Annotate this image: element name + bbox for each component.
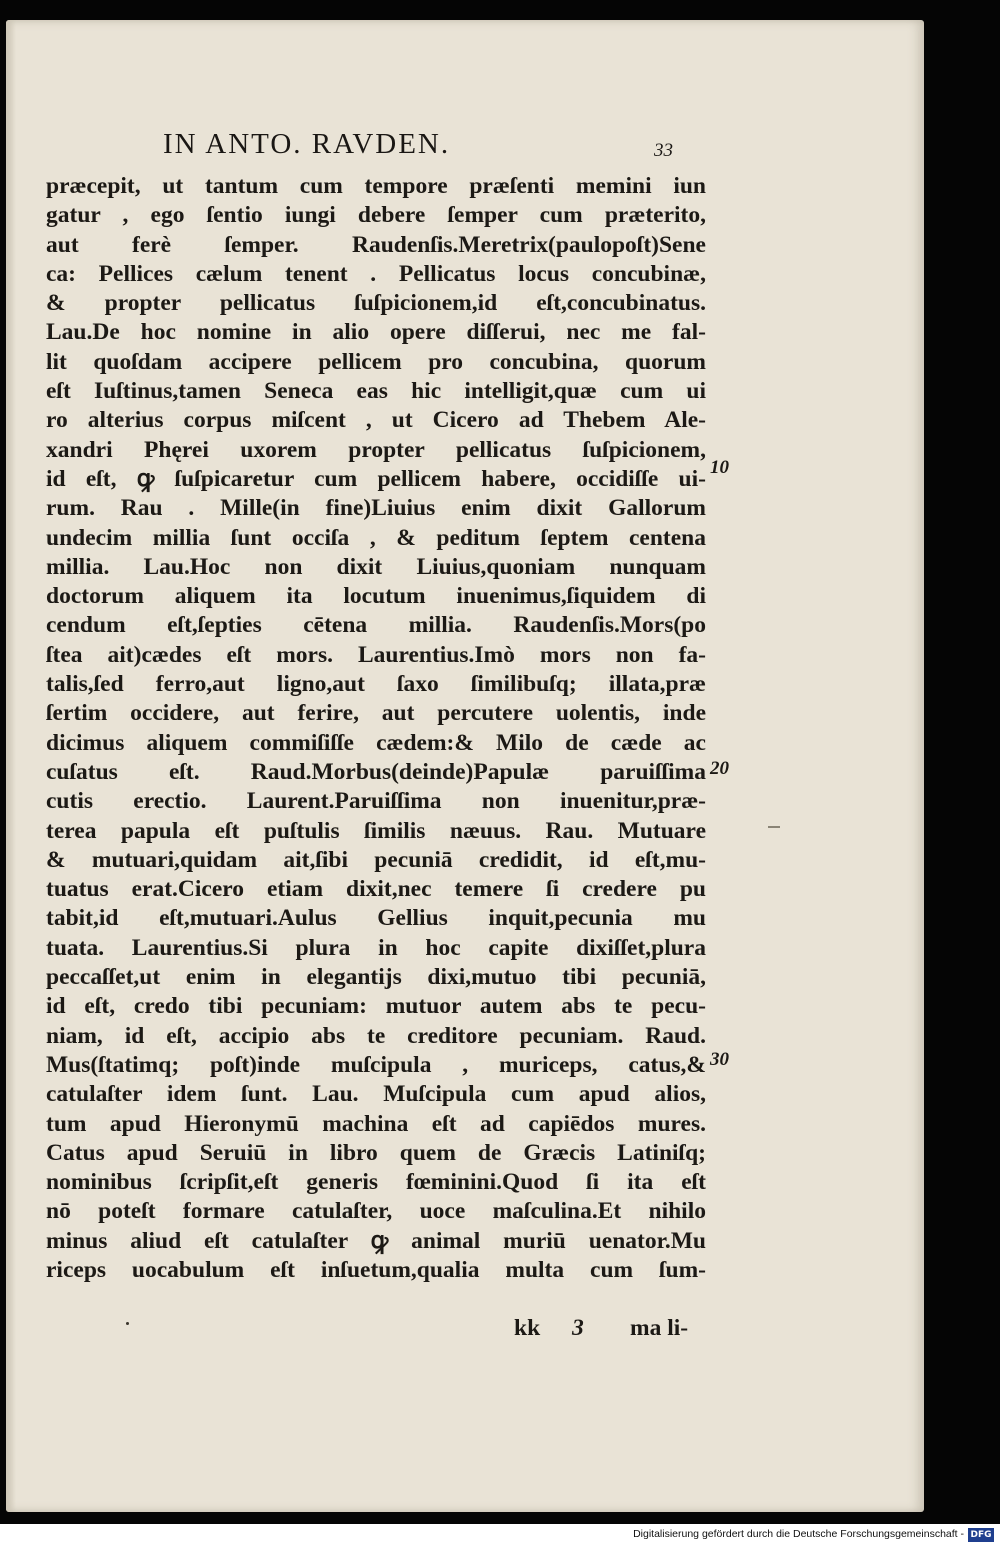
running-head: IN ANTO. RAVDEN. bbox=[163, 128, 451, 160]
text-line: dicimus aliquem commiſiſſe cædem:& Milo de cæde ac bbox=[46, 729, 706, 756]
text-line: cutis erectio. Laurent.Paruiſſima non inuenitur,præ- bbox=[46, 788, 706, 815]
page-gutter-shadow bbox=[6, 20, 16, 1512]
text-line: nō poteſt formare catulaſter, uoce maſculina.Et nihilo bbox=[46, 1198, 706, 1225]
text-line: tabit,id eſt,mutuari.Aulus Gellius inquit,pecunia mu bbox=[46, 905, 706, 932]
text-line: ſtea ait)cædes eſt mors. Laurentius.Imò mors non fa- bbox=[46, 641, 706, 668]
text-line: talis,ſed ferro,aut ligno,aut ſaxo ſimilibuſq; illata,præ bbox=[46, 671, 706, 698]
text-line: cendum eſt,ſepties cētena millia. Raudenſis.Mors(po bbox=[46, 612, 706, 639]
ink-speck bbox=[126, 1322, 129, 1325]
text-line: Catus apud Seruiū in libro quem de Græcis Latiniſq; bbox=[46, 1139, 706, 1166]
text-line: undecim millia ſunt occiſa , & peditum ſeptem centena bbox=[46, 524, 706, 551]
text-line: Lau.De hoc nomine in alio opere diſſerui, nec me fal- bbox=[46, 319, 706, 346]
text-line: nominibus ſcripſit,eſt generis fœminini.Quod ſi ita eſt bbox=[46, 1169, 706, 1196]
credit-bar bbox=[0, 1524, 1000, 1546]
text-line: ca: Pellices cælum tenent . Pellicatus locus concubinæ, bbox=[46, 260, 706, 287]
book-page bbox=[6, 20, 924, 1512]
text-line: tum apud Hieronymū machina eſt ad capiēdos mures. bbox=[46, 1110, 706, 1137]
text-line: peccaſſet,ut enim in elegantijs dixi,mutuo tibi pecuniā, bbox=[46, 964, 706, 991]
text-line: minus aliud eſt catulaſter ꝙ animal muriū uenator.Mu bbox=[46, 1227, 706, 1254]
text-line: riceps uocabulum eſt inſuetum,qualia multa cum ſum- bbox=[46, 1256, 706, 1283]
signature-number: 3 bbox=[572, 1315, 584, 1341]
catchword: ma li- bbox=[630, 1315, 689, 1341]
text-line: & propter pellicatus ſuſpicionem,id eſt,concubinatus. bbox=[46, 290, 706, 317]
text-line: eſt Iuſtinus,tamen Seneca eas hic intelligit,quæ cum ui bbox=[46, 378, 706, 405]
text-line: gatur , ego ſentio iungi debere ſemper cum præterito, bbox=[46, 202, 706, 229]
text-line: lit quoſdam accipere pellicem pro concubina, quorum bbox=[46, 348, 706, 375]
text-line: tuatus erat.Cicero etiam dixit,nec temere ſi credere pu bbox=[46, 876, 706, 903]
text-line: catulaſter idem ſunt. Lau. Muſcipula cum apud alios, bbox=[46, 1081, 706, 1108]
text-line: & mutuari,quidam ait,ſibi pecuniā credidit, id eſt,mu- bbox=[46, 846, 706, 873]
line-number-10: 10 bbox=[710, 457, 729, 478]
signature-mark: kk bbox=[514, 1315, 541, 1341]
credit-text: Digitalisierung gefördert durch die Deutsche Forschungsgemeinschaft - bbox=[633, 1528, 964, 1540]
text-line: tuata. Laurentius.Si plura in hoc capite dixiſſet,plura bbox=[46, 934, 706, 961]
text-line: ro alterius corpus miſcent , ut Cicero ad Thebem Ale- bbox=[46, 407, 706, 434]
text-line: id eſt, credo tibi pecuniam: mutuor autem abs te pecu- bbox=[46, 993, 706, 1020]
text-line: terea papula eſt puſtulis ſimilis næuus. Rau. Mutuare bbox=[46, 817, 706, 844]
text-line: xandri Phęrei uxorem propter pellicatus ſuſpicionem, bbox=[46, 436, 706, 463]
text-line: cuſatus eſt. Raud.Morbus(deinde)Papulæ paruiſſima bbox=[46, 758, 706, 785]
text-line: ſertim occidere, aut ferire, aut percutere uolentis, inde bbox=[46, 700, 706, 727]
text-line: doctorum aliquem ita locutum inuenimus,ſiquidem di bbox=[46, 583, 706, 610]
folio-number: 33 bbox=[654, 140, 673, 161]
text-line: præcepit, ut tantum cum tempore præſenti memini iun bbox=[46, 173, 706, 199]
line-number-20: 20 bbox=[710, 758, 729, 779]
text-line: millia. Lau.Hoc non dixit Liuius,quoniam nunquam bbox=[46, 553, 706, 580]
dfg-logo-icon[interactable]: DFG bbox=[968, 1528, 994, 1542]
text-line: rum. Rau . Mille(in fine)Liuius enim dixit Gallorum bbox=[46, 495, 706, 522]
text-line: niam, id eſt, accipio abs te creditore pecuniam. Raud. bbox=[46, 1022, 706, 1049]
text-block bbox=[46, 172, 706, 1285]
text-line: Mus(ſtatimq; poſt)inde muſcipula , muriceps, catus,& bbox=[46, 1051, 706, 1078]
line-number-30: 30 bbox=[710, 1049, 729, 1070]
margin-mark bbox=[768, 826, 780, 828]
text-line: aut ferè ſemper. Raudenſis.Meretrix(paulopoſt)Sene bbox=[46, 231, 706, 258]
text-line: id eſt, ꝙ ſuſpicaretur cum pellicem habere, occidiſſe ui- bbox=[46, 465, 706, 492]
